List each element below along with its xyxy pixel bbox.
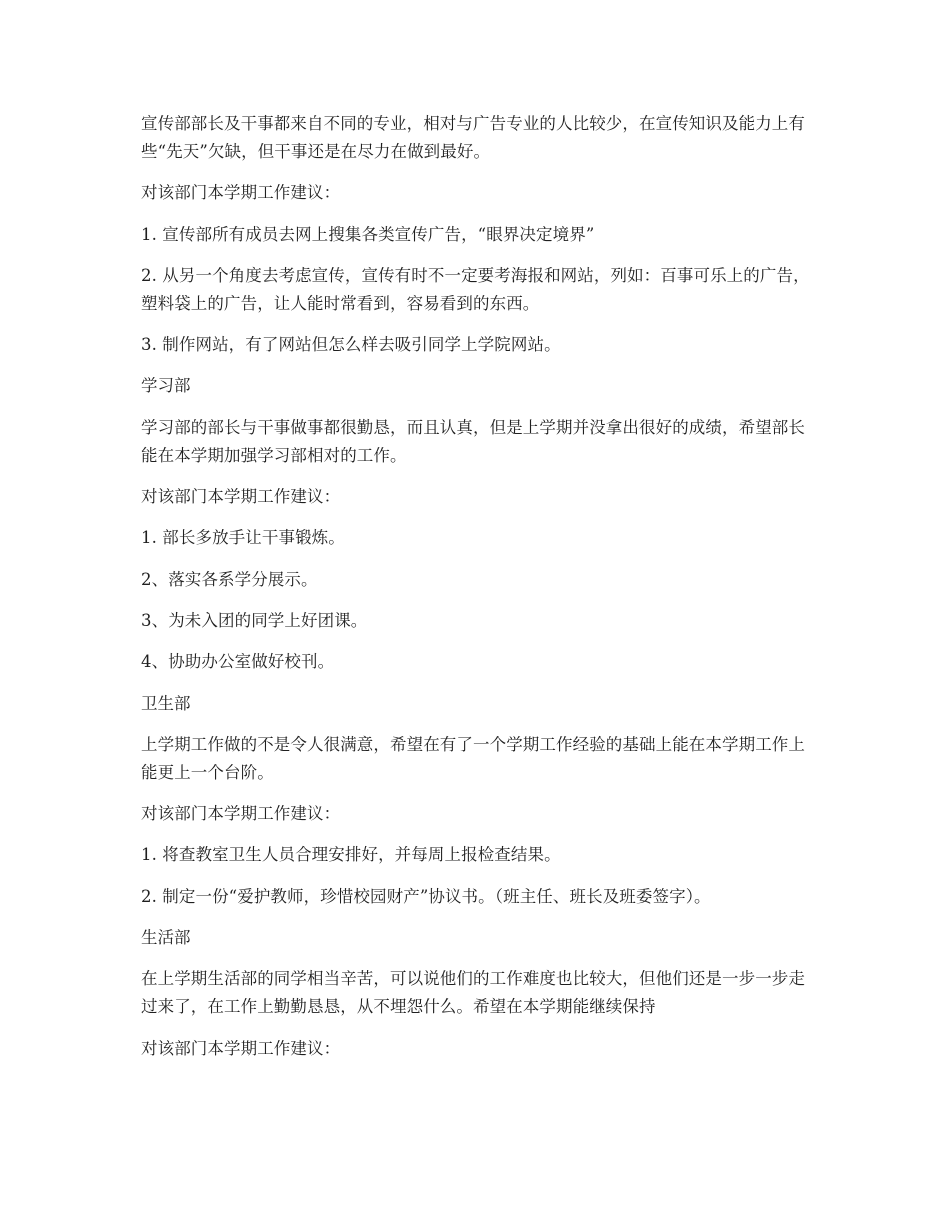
list-item: 1. 部长多放手让干事锻炼。 bbox=[141, 528, 345, 548]
paragraph-suggestions-label: 对该部门本学期工作建议： bbox=[141, 487, 341, 507]
paragraph-life-intro: 在上学期生活部的同学相当辛苦，可以说他们的工作难度也比较大，但他们还是一步一步走过来了，在工作上勤勤恳恳，从不埋怨什么。希望在本学期能继续保持 bbox=[141, 969, 805, 1017]
paragraph-study-intro: 学习部的部长与干事做事都很勤恳，而且认真，但是上学期并没拿出很好的成绩，希望部长能在本学期加强学习部相对的工作。 bbox=[141, 417, 805, 465]
paragraph-suggestions-label: 对该部门本学期工作建议： bbox=[141, 804, 341, 824]
list-item: 1. 将查教室卫生人员合理安排好，并每周上报检查结果。 bbox=[141, 845, 561, 865]
list-item: 3. 制作网站，有了网站但怎么样去吸引同学上学院网站。 bbox=[141, 335, 561, 355]
section-heading-hygiene: 卫生部 bbox=[141, 693, 191, 713]
section-heading-life: 生活部 bbox=[141, 928, 191, 948]
paragraph-publicity-intro: 宣传部部长及干事都来自不同的专业，相对与广告专业的人比较少，在宣传知识及能力上有些“先天”欠缺，但干事还是在尽力在做到最好。 bbox=[141, 114, 805, 161]
list-item: 1. 宣传部所有成员去网上搜集各类宣传广告，“眼界决定境界” bbox=[141, 224, 595, 244]
list-item: 3、为未入团的同学上好团课。 bbox=[141, 610, 368, 630]
list-item: 4、协助办公室做好校刊。 bbox=[141, 652, 335, 672]
paragraph-suggestions-label: 对该部门本学期工作建议： bbox=[141, 183, 341, 203]
document-page bbox=[141, 110, 811, 1076]
list-item: 2. 从另一个角度去考虑宣传，宣传有时不一定要考海报和网站，列如：百事可乐上的广告，塑料袋上的广告，让人能时常看到，容易看到的东西。 bbox=[141, 265, 810, 313]
section-heading-study: 学习部 bbox=[141, 376, 191, 396]
paragraph-hygiene-intro: 上学期工作做的不是令人很满意，希望在有了一个学期工作经验的基础上能在本学期工作上能更上一个台阶。 bbox=[141, 734, 805, 782]
paragraph-suggestions-label: 对该部门本学期工作建议： bbox=[141, 1038, 341, 1058]
list-item: 2. 制定一份“爱护教师，珍惜校园财产”协议书。（班主任、班长及班委签字）。 bbox=[141, 886, 711, 906]
list-item: 2、落实各系学分展示。 bbox=[141, 569, 318, 589]
